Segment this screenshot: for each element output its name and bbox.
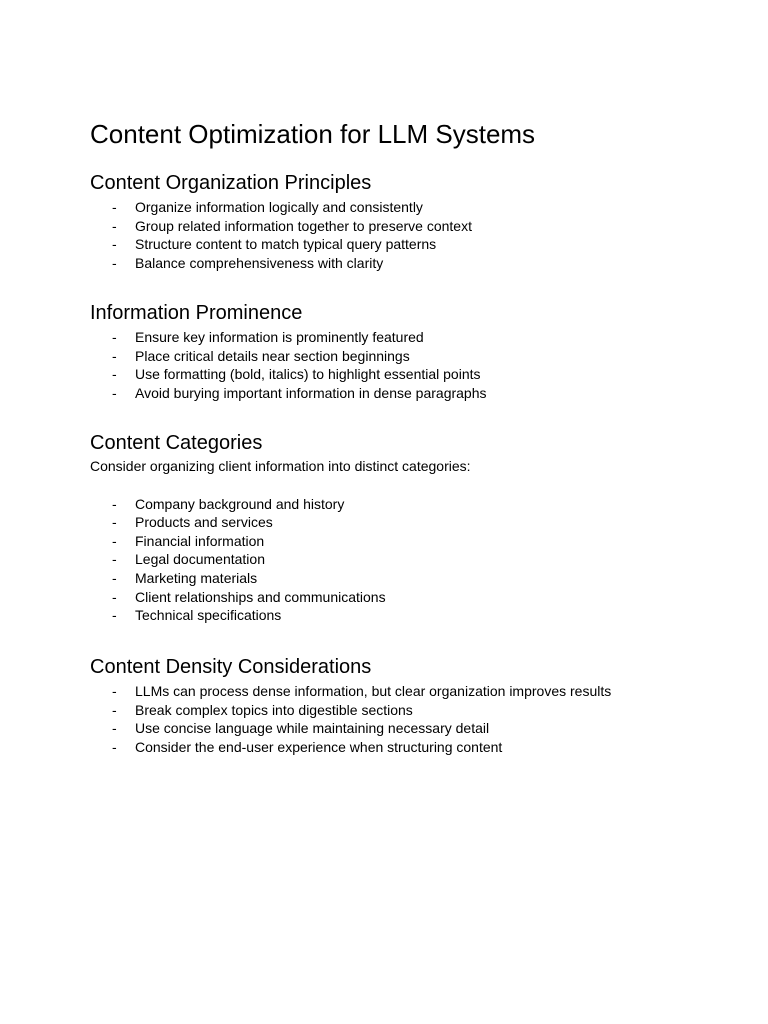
list-item-text: Balance comprehensiveness with clarity xyxy=(135,254,384,271)
list-item-text: Products and services xyxy=(135,514,273,531)
bullet-marker: - xyxy=(112,384,117,401)
bullet-marker: - xyxy=(112,254,117,271)
list-item-text: Technical specifications xyxy=(135,607,282,624)
section-content-categories xyxy=(90,431,730,625)
bullet-marker: - xyxy=(112,738,117,755)
list-item xyxy=(90,532,730,551)
bullet-marker: - xyxy=(112,514,117,531)
list-item-text: Place critical details near section beginnings xyxy=(135,347,410,364)
bullet-marker: - xyxy=(112,347,117,364)
list-item-text: Break complex topics into digestible sections xyxy=(135,701,413,718)
list-item-text: Company background and history xyxy=(135,495,345,512)
list-item xyxy=(90,588,730,607)
list-item-text: Client relationships and communications xyxy=(135,588,386,605)
list-item xyxy=(90,550,730,569)
list-item xyxy=(90,569,730,588)
bullet-marker: - xyxy=(112,569,117,586)
section-content-organization-principles xyxy=(90,171,730,272)
list-item xyxy=(90,682,730,701)
list-item-text: Use formatting (bold, italics) to highlight essential points xyxy=(135,366,481,383)
section-heading: Content Categories xyxy=(90,432,263,454)
list-item-text: Legal documentation xyxy=(135,551,265,568)
list-item-text: Avoid burying important information in dense paragraphs xyxy=(135,384,487,401)
list-item xyxy=(90,738,730,757)
list-item xyxy=(90,365,730,384)
list-item-text: Group related information together to preserve context xyxy=(135,217,472,234)
section-heading: Information Prominence xyxy=(90,302,303,324)
list-item xyxy=(90,495,730,514)
list-item-text: Structure content to match typical query patterns xyxy=(135,236,437,253)
list-item xyxy=(90,328,730,347)
list-item xyxy=(90,384,730,403)
bullet-marker: - xyxy=(112,588,117,605)
list-item xyxy=(90,217,730,236)
list-item-text: Organize information logically and consistently xyxy=(135,199,423,215)
bullet-marker: - xyxy=(112,495,117,512)
bullet-marker: - xyxy=(112,199,117,215)
bullet-marker: - xyxy=(112,329,117,345)
list-item-text: Ensure key information is prominently featured xyxy=(135,329,424,345)
bullet-marker: - xyxy=(112,532,117,549)
bullet-marker: - xyxy=(112,683,117,699)
list-item-text: Financial information xyxy=(135,532,265,549)
bullet-list xyxy=(90,198,730,272)
bullet-list xyxy=(90,495,730,625)
bullet-list xyxy=(90,328,730,402)
bullet-marker: - xyxy=(112,366,117,383)
list-item-text: Consider the end-user experience when structuring content xyxy=(135,738,503,755)
list-item xyxy=(90,347,730,366)
section-information-prominence xyxy=(90,301,730,402)
list-item xyxy=(90,701,730,720)
bullet-marker: - xyxy=(112,701,117,718)
document-title: Content Optimization for LLM Systems xyxy=(90,119,536,149)
list-item xyxy=(90,719,730,738)
section-intro: Consider organizing client information into distinct categories: xyxy=(90,458,471,474)
list-item xyxy=(90,235,730,254)
section-heading: Content Organization Principles xyxy=(90,172,372,194)
list-item-text: Marketing materials xyxy=(135,569,258,586)
list-item xyxy=(90,198,730,217)
list-item-text: Use concise language while maintaining necessary detail xyxy=(135,720,490,737)
bullet-marker: - xyxy=(112,217,117,234)
list-item-text: LLMs can process dense information, but clear organization improves results xyxy=(135,683,612,699)
section-heading: Content Density Considerations xyxy=(90,656,372,678)
bullet-list xyxy=(90,682,730,756)
bullet-marker: - xyxy=(112,551,117,568)
section-content-density-considerations xyxy=(90,655,730,756)
list-item xyxy=(90,606,730,625)
bullet-marker: - xyxy=(112,607,117,624)
list-item xyxy=(90,254,730,273)
bullet-marker: - xyxy=(112,720,117,737)
bullet-marker: - xyxy=(112,236,117,253)
list-item xyxy=(90,513,730,532)
